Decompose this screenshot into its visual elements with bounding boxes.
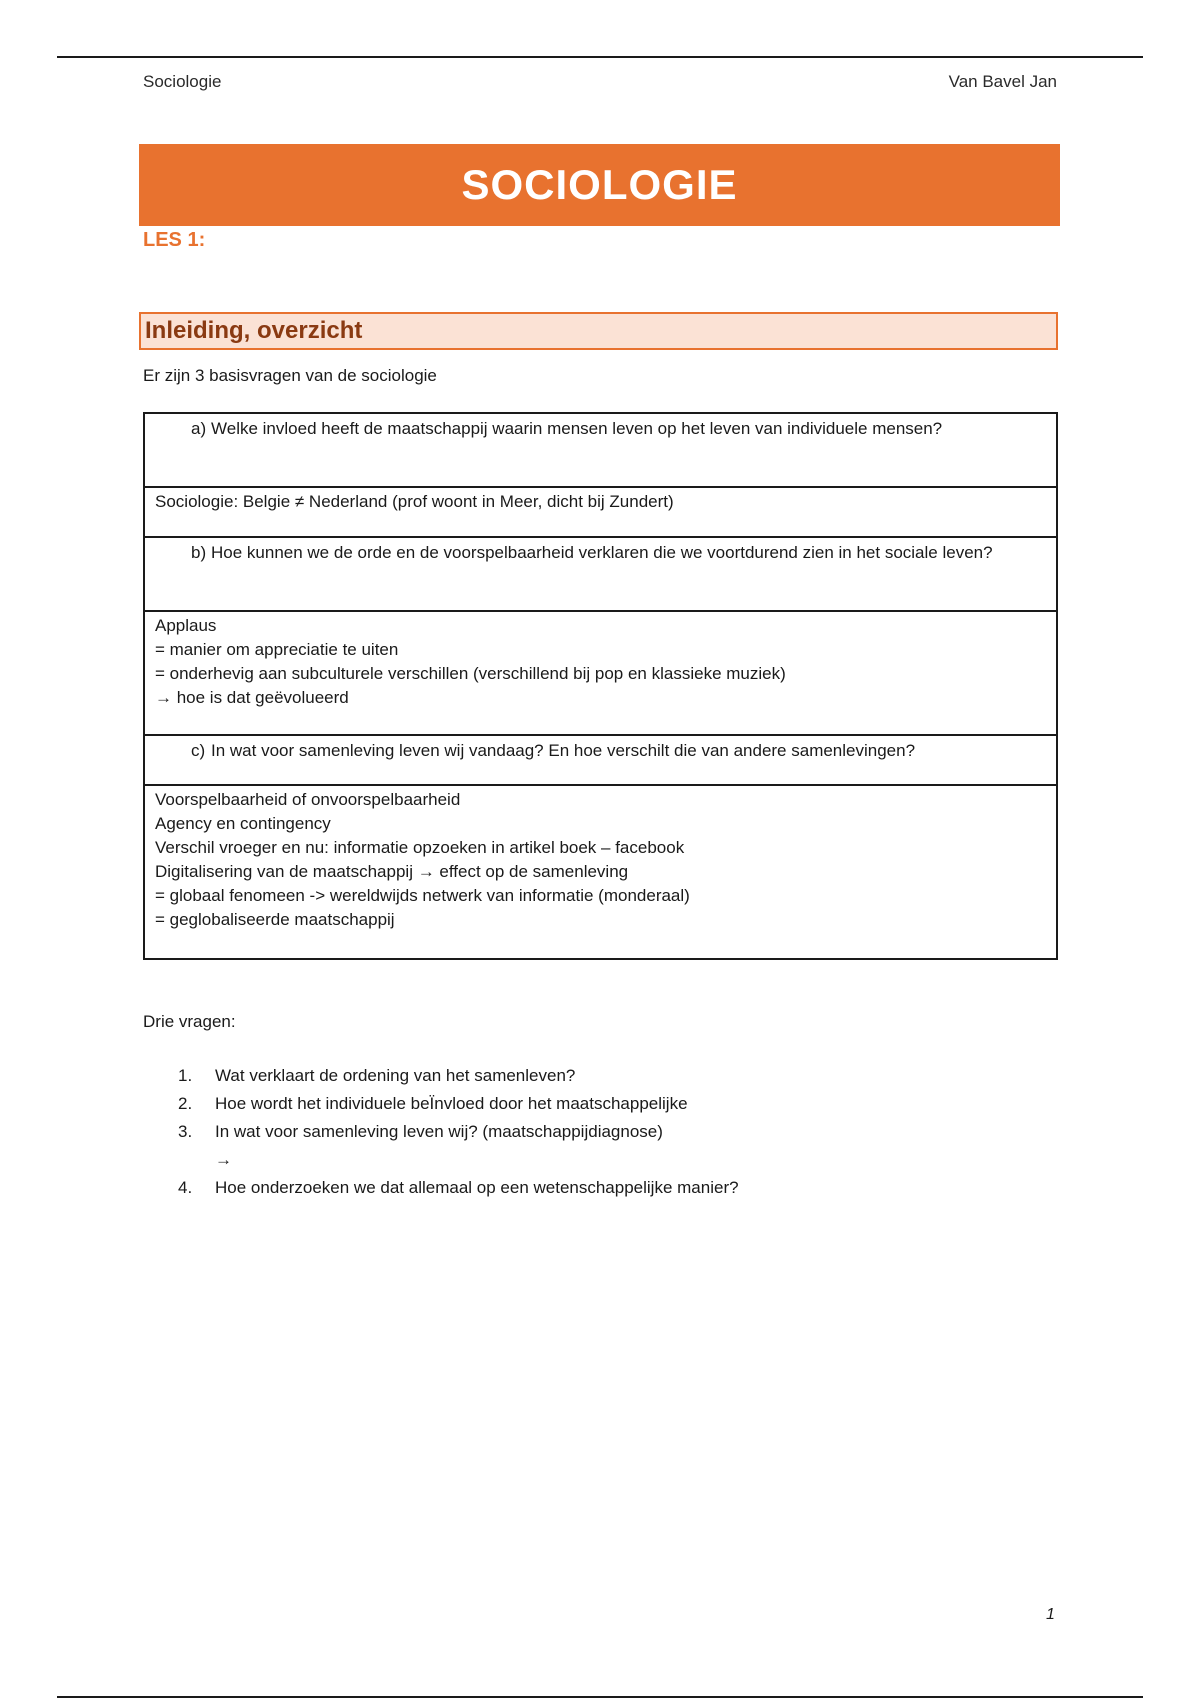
answer-line: Agency en contingency <box>155 814 331 833</box>
header-rule <box>57 56 1143 58</box>
question-row-a <box>145 414 1056 488</box>
intro-text: Er zijn 3 basisvragen van de sociologie <box>143 366 437 385</box>
answer-line: Digitalisering van de maatschappij → effect op de samenleving <box>155 862 629 881</box>
answer-line: Sociologie: Belgie ≠ Nederland (prof woont in Meer, dicht bij Zundert) <box>155 492 674 511</box>
three-questions-label: Drie vragen: <box>143 1012 236 1031</box>
questions-table <box>143 412 1058 960</box>
answer-line: Applaus <box>155 616 217 635</box>
list-text: Hoe onderzoeken we dat allemaal op een wetenschappelijke manier? <box>215 1178 739 1197</box>
list-item <box>178 1118 739 1146</box>
answer-line: = onderhevig aan subculturele verschillen (verschillend bij pop en klassieke muziek) <box>155 664 786 683</box>
question-letter: a) <box>191 419 207 438</box>
list-text: Hoe wordt het individuele beÏnvloed door het maatschappelijke <box>215 1094 688 1113</box>
list-number: 3. <box>178 1122 193 1141</box>
lesson-label: LES 1: <box>143 229 206 251</box>
answer-line: = globaal fenomeen -> wereldwijds netwerk van informatie (monderaal) <box>155 886 690 905</box>
list-text: Wat verklaart de ordening van het samenleven? <box>215 1066 576 1085</box>
list-number: 4. <box>178 1178 193 1197</box>
question-text: Welke invloed heeft de maatschappij waarin mensen leven op het leven van individuele mensen? <box>211 419 943 438</box>
answer-line: Voorspelbaarheid of onvoorspelbaarheid <box>155 790 461 809</box>
header-author: Van Bavel Jan <box>948 72 1057 91</box>
list-item <box>178 1090 739 1118</box>
answer-line: = geglobaliseerde maatschappij <box>155 910 395 929</box>
answer-row-a <box>145 488 1056 538</box>
footer-rule <box>57 1696 1143 1698</box>
list-item <box>178 1174 739 1202</box>
answer-line: = manier om appreciatie te uiten <box>155 640 399 659</box>
page-number: 1 <box>1046 1606 1055 1623</box>
numbered-list <box>178 1062 739 1202</box>
question-row-b <box>145 538 1056 612</box>
list-text: In wat voor samenleving leven wij? (maatschappijdiagnose) <box>215 1122 663 1141</box>
section-heading <box>139 312 1058 350</box>
header-course: Sociologie <box>143 72 222 91</box>
question-text: Hoe kunnen we de orde en de voorspelbaarheid verklaren die we voortdurend zien in het sociale leven? <box>211 543 993 562</box>
question-letter: c) <box>191 741 206 760</box>
arrow-icon: → <box>215 1150 232 1169</box>
section-heading-text: Inleiding, overzicht <box>145 317 363 344</box>
answer-row-b <box>145 612 1056 736</box>
list-item <box>178 1062 739 1090</box>
answer-line: → hoe is dat geëvolueerd <box>155 688 349 707</box>
question-row-c <box>145 736 1056 786</box>
question-letter: b) <box>191 543 207 562</box>
list-number: 1. <box>178 1066 193 1085</box>
question-text: In wat voor samenleving leven wij vandaag? En hoe verschilt die van andere samenlevingen? <box>211 741 916 760</box>
answer-row-c <box>145 786 1056 958</box>
document-title: SOCIOLOGIE <box>461 161 738 208</box>
answer-line: Verschil vroeger en nu: informatie opzoeken in artikel boek – facebook <box>155 838 685 857</box>
title-banner <box>139 144 1060 226</box>
list-number: 2. <box>178 1094 193 1113</box>
